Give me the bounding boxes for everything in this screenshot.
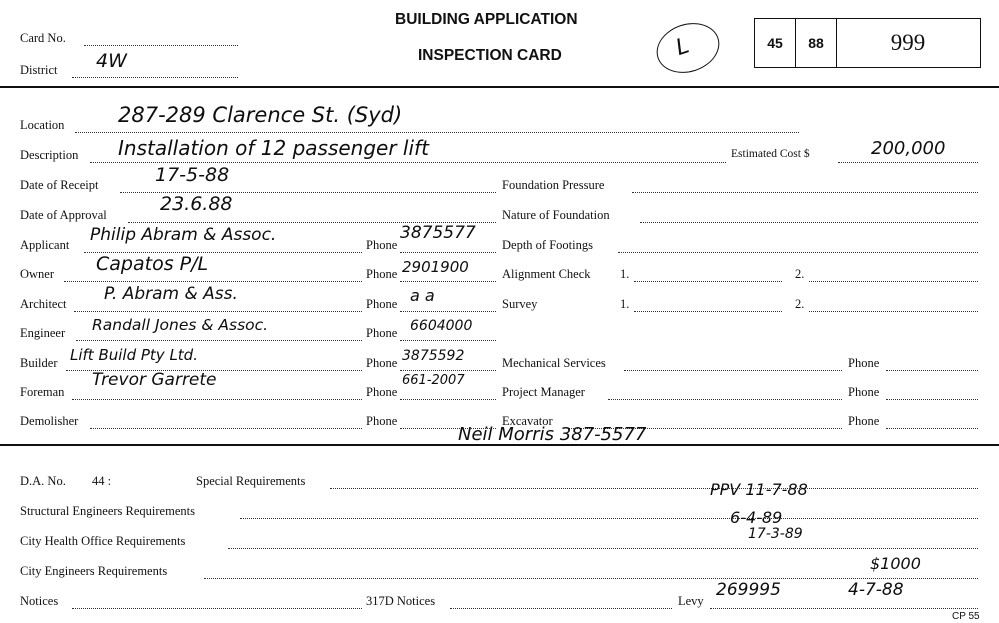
da-no-label: D.A. No.: [20, 474, 66, 488]
survey-num1: 1.: [620, 297, 630, 311]
demolisher-phone-label: Phone: [366, 414, 398, 428]
engineer-label: Engineer: [20, 326, 66, 340]
number-cell-999: 999: [890, 30, 926, 55]
levy-date: 4-7-88: [848, 580, 904, 600]
district-line: [72, 77, 238, 78]
architect-label: Architect: [20, 297, 67, 311]
architect-phone-label: Phone: [366, 297, 398, 311]
location-line: [75, 132, 799, 133]
foreman-value: Trevor Garrete: [92, 370, 217, 390]
levy-label: Levy: [678, 594, 704, 608]
card-no-label: Card No.: [20, 31, 66, 45]
foundation-pressure-label: Foundation Pressure: [502, 178, 605, 192]
owner-label: Owner: [20, 267, 55, 281]
nature-of-foundation-line: [640, 222, 978, 223]
depth-of-footings-line: [618, 252, 978, 253]
architect-phone-line: [400, 311, 496, 312]
builder-value: Lift Build Pty Ltd.: [70, 346, 198, 364]
description-line: [90, 162, 726, 163]
alignment-check-label: Alignment Check: [502, 267, 591, 281]
date-of-receipt-value: 17-5-88: [155, 164, 230, 186]
alignment-check-num1: 1.: [620, 267, 630, 281]
architect-value: P. Abram & Ass.: [104, 284, 238, 304]
excavator-phone-label: Phone: [848, 414, 880, 428]
survey-num2: 2.: [795, 297, 805, 311]
number-cell-88: 88: [808, 35, 824, 51]
engineers-requirements-label: City Engineers Requirements: [20, 564, 168, 578]
levy-value: 269995: [716, 580, 781, 600]
health-requirements-value-2: 17-3-89: [748, 526, 803, 542]
owner-phone-label: Phone: [366, 267, 398, 281]
engineers-requirements-line: [204, 578, 978, 579]
survey-label: Survey: [502, 297, 538, 311]
foreman-label: Foreman: [20, 385, 65, 399]
structural-requirements-value: PPV 11-7-88: [710, 480, 808, 499]
number-cell-45: 45: [767, 35, 783, 51]
estimated-cost-label: Estimated Cost $: [731, 148, 810, 160]
district-label: District: [20, 63, 58, 77]
alignment-check-num2: 2.: [795, 267, 805, 281]
header-divider: [0, 86, 999, 88]
alignment-check-line1: [634, 281, 782, 282]
excavator-label: Excavator: [502, 414, 553, 428]
structural-requirements-label: Structural Engineers Requirements: [20, 504, 195, 518]
notices-line: [72, 608, 362, 609]
special-requirements-line: [330, 488, 978, 489]
notices-317d-line: [450, 608, 672, 609]
project-manager-label: Project Manager: [502, 385, 585, 399]
engineer-phone-line: [400, 340, 496, 341]
mechanical-services-phone-label: Phone: [848, 356, 880, 370]
architect-phone-value: a a: [410, 286, 435, 305]
form-title-line1: BUILDING APPLICATION: [395, 11, 578, 28]
estimated-cost-line: [838, 162, 978, 163]
health-requirements-label: City Health Office Requirements: [20, 534, 186, 548]
circled-mark-text: L: [672, 33, 693, 61]
foundation-pressure-line: [632, 192, 978, 193]
owner-line: [64, 281, 362, 282]
architect-line: [74, 311, 362, 312]
mechanical-services-line: [624, 370, 842, 371]
date-of-approval-value: 23.6.88: [160, 193, 233, 215]
district-value: 4W: [96, 50, 127, 72]
owner-value: Capatos P/L: [96, 253, 209, 275]
engineers-requirements-value: $1000: [870, 554, 921, 573]
health-requirements-value: 6-4-89: [730, 508, 783, 527]
alignment-check-line2: [809, 281, 978, 282]
date-of-approval-label: Date of Approval: [20, 208, 107, 222]
circled-mark: [650, 15, 726, 80]
depth-of-footings-label: Depth of Footings: [502, 238, 593, 252]
description-label: Description: [20, 148, 79, 162]
card-no-line: [84, 45, 238, 46]
nature-of-foundation-label: Nature of Foundation: [502, 208, 610, 222]
da-no-value: 44 :: [92, 474, 112, 488]
applicant-phone-line: [400, 252, 496, 253]
form-title-line2: INSPECTION CARD: [418, 47, 562, 64]
section-divider: [0, 444, 999, 446]
project-manager-phone-label: Phone: [848, 385, 880, 399]
mechanical-services-label: Mechanical Services: [502, 356, 606, 370]
structural-requirements-line: [240, 518, 978, 519]
builder-phone-value: 3875592: [402, 348, 465, 364]
special-requirements-label: Special Requirements: [196, 474, 306, 488]
location-value: 287-289 Clarence St. (Syd): [118, 103, 403, 127]
health-requirements-line: [228, 548, 978, 549]
engineer-value: Randall Jones & Assoc.: [92, 316, 269, 334]
applicant-value: Philip Abram & Assoc.: [90, 225, 277, 245]
date-of-receipt-label: Date of Receipt: [20, 178, 99, 192]
levy-line: [710, 608, 978, 609]
survey-line1: [634, 311, 782, 312]
foreman-phone-value: 661-2007: [402, 373, 465, 388]
notices-label: Notices: [20, 594, 59, 608]
card-number-box: [754, 18, 981, 68]
applicant-phone-value: 3875577: [400, 223, 476, 243]
builder-phone-line: [400, 370, 496, 371]
engineer-phone-label: Phone: [366, 326, 398, 340]
foreman-phone-label: Phone: [366, 385, 398, 399]
engineer-phone-value: 6604000: [410, 318, 473, 334]
demolisher-label: Demolisher: [20, 414, 79, 428]
notices-317d-label: 317D Notices: [366, 594, 436, 608]
location-label: Location: [20, 118, 65, 132]
builder-label: Builder: [20, 356, 58, 370]
mechanical-services-phone-line: [886, 370, 978, 371]
applicant-label: Applicant: [20, 238, 70, 252]
form-code: CP 55: [952, 611, 980, 622]
foreman-line: [72, 399, 362, 400]
handwritten-contact-note: Neil Morris 387-5577: [458, 424, 647, 445]
engineer-line: [76, 340, 362, 341]
survey-line2: [809, 311, 978, 312]
project-manager-line: [608, 399, 842, 400]
foreman-phone-line: [400, 399, 496, 400]
project-manager-phone-line: [886, 399, 978, 400]
excavator-phone-line: [886, 428, 978, 429]
estimated-cost-value: 200,000: [871, 138, 946, 159]
owner-phone-line: [400, 281, 496, 282]
applicant-phone-label: Phone: [366, 238, 398, 252]
builder-phone-label: Phone: [366, 356, 398, 370]
description-value: Installation of 12 passenger lift: [118, 136, 429, 160]
owner-phone-value: 2901900: [402, 258, 469, 276]
demolisher-line: [90, 428, 362, 429]
